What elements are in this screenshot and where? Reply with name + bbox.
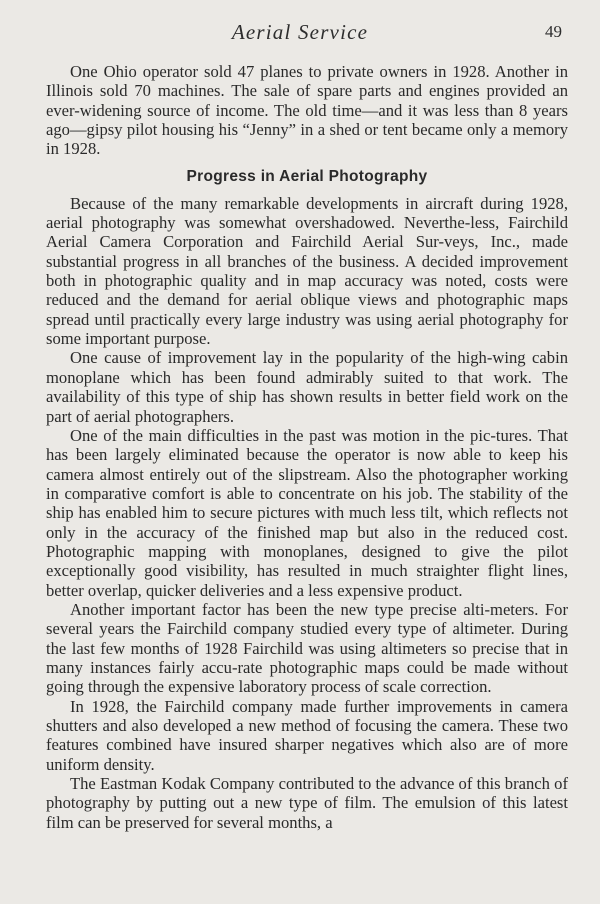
paragraph: Because of the many remarkable developments in aircraft during 1928, aerial photography was somewhat overshadowed. Neverthe-less, Fairchild Aerial Camera Corporation and Fairchild Aerial Sur-veys, Inc., made substantial progress in all branches of the business. A decided improvement both in photographic quality and in map accuracy was noted, costs were reduced and the demand for aerial oblique views and photographic maps spread until practically every large industry was using aerial photography for some important purpose. (46, 193, 568, 349)
paragraph: In 1928, the Fairchild company made further improvements in camera shutters and also developed a new method of focusing the camera. These two features combined have insured sharper negatives which also are of more uniform density. (46, 696, 568, 774)
paragraph: Another important factor has been the new type precise alti-meters. For several years the Fairchild company studied every type of altimeter. During the last few months of 1928 Fairchild was using altimeters so precise that in many instances fairly accu-rate photographic maps could be made without going through the expensive laboratory process of scale correction. (46, 599, 568, 697)
paragraph: One cause of improvement lay in the popularity of the high-wing cabin monoplane which has been found admirably suited to that work. The availability of this type of ship has shown results in better field work on the part of aerial photographers. (46, 348, 568, 426)
paragraph: The Eastman Kodak Company contributed to the advance of this branch of photography by putting out a new type of film. The emulsion of this latest film can be preserved for several months, a (46, 774, 568, 832)
running-head (0, 18, 600, 48)
paragraph-intro: One Ohio operator sold 47 planes to private owners in 1928. Another in Illinois sold 70 machines. The sale of spare parts and engines provided an ever-widening source of income. The old time—and it was less than 8 years ago—gipsy pilot housing his “Jenny” in a shed or tent became only a memory in 1928. (46, 62, 568, 159)
section-heading: Progress in Aerial Photography (186, 167, 428, 185)
paragraph: One of the main difficulties in the past was motion in the pic-tures. That has been largely eliminated because the operator is now able to keep his camera almost entirely out of the slipstream. Also the photographer working in comparative comfort is able to concentrate on his job. The stability of the ship has enabled him to secure pictures with much less tilt, which reflects not only in the accuracy of the finished map but also in the reduced cost. Photographic mapping with monoplanes, designed to give the pilot exceptionally good visibility, has resulted in much straighter flight lines, better overlap, quicker deliveries and a less expensive product. (46, 425, 568, 600)
body-text (46, 62, 568, 832)
running-title: Aerial Service (231, 20, 369, 44)
page-number: 49 (545, 22, 562, 41)
